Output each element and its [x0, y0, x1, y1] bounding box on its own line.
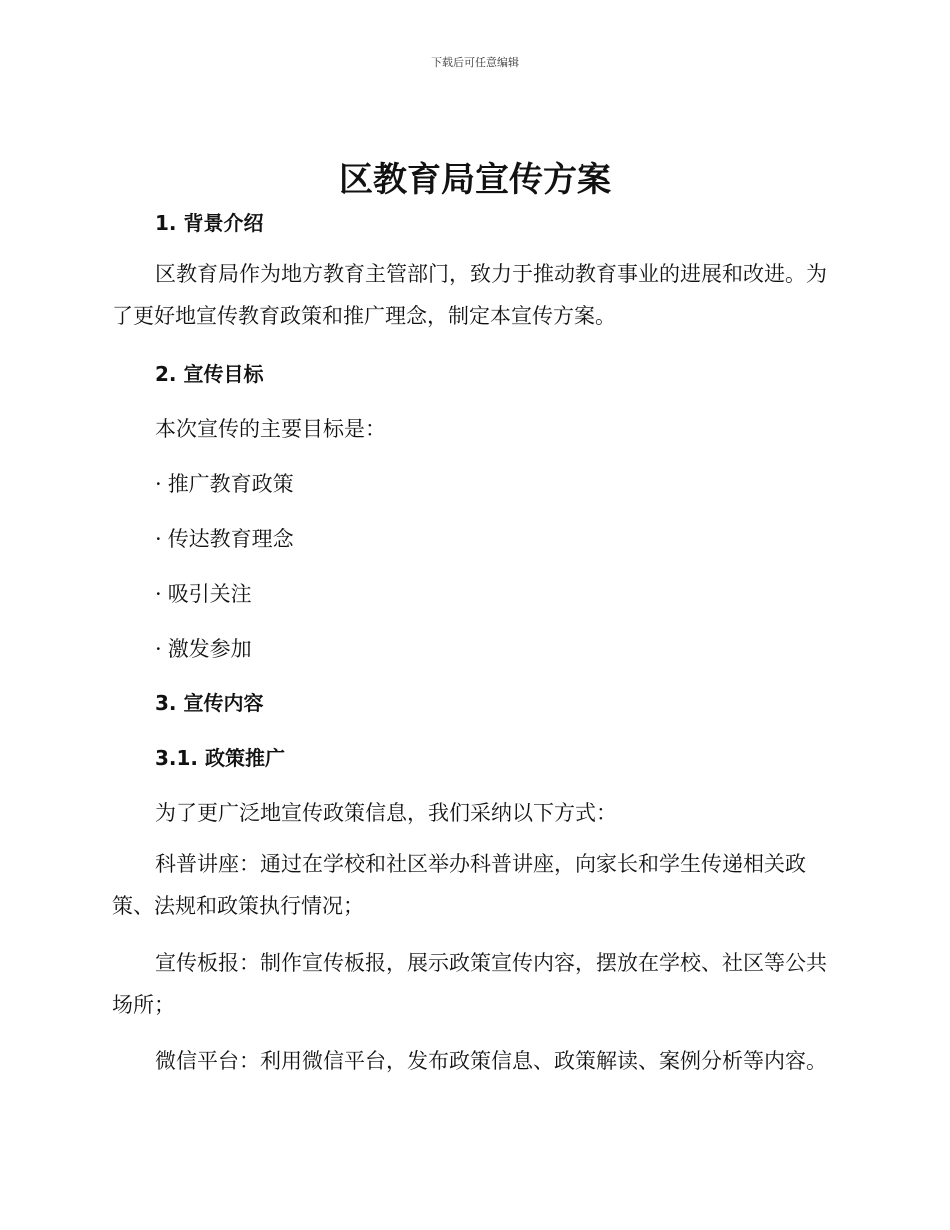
bullet-item	[155, 523, 294, 553]
paragraph-lectures: 科普讲座：通过在学校和社区举办科普讲座，向家长和学生传递相关政策、法规和政策执行情况；	[112, 852, 806, 918]
bullet-dot-icon: ·	[155, 527, 162, 551]
bullet-text: 传达教育理念	[167, 527, 294, 551]
bullet-item	[155, 468, 294, 498]
section-heading-goals: 2. 宣传目标	[155, 362, 264, 386]
page-header-note: 下载后可任意编辑	[431, 56, 519, 69]
policy-intro: 为了更广泛地宣传政策信息，我们采纳以下方式：	[155, 801, 617, 825]
paragraph-posters: 宣传板报：制作宣传板报，展示政策宣传内容，摆放在学校、社区等公共场所；	[112, 951, 827, 1017]
bullet-text: 推广教育政策	[167, 472, 294, 496]
bullet-item	[155, 633, 252, 663]
subsection-heading-policy: 3.1. 政策推广	[155, 746, 285, 770]
section-heading-background: 1. 背景介绍	[155, 211, 264, 235]
bullet-dot-icon: ·	[155, 472, 162, 496]
bullet-dot-icon: ·	[155, 637, 162, 661]
bullet-item	[155, 578, 252, 608]
bullet-text: 激发参加	[167, 637, 252, 661]
section-heading-content: 3. 宣传内容	[155, 691, 264, 715]
goals-intro: 本次宣传的主要目标是：	[155, 417, 386, 441]
paragraph-background: 区教育局作为地方教育主管部门，致力于推动教育事业的进展和改进。为了更好地宣传教育政策和推广理念，制定本宣传方案。	[112, 262, 827, 328]
bullet-text: 吸引关注	[167, 582, 252, 606]
bullet-dot-icon: ·	[155, 582, 162, 606]
document-title: 区教育局宣传方案	[339, 160, 611, 200]
paragraph-wechat: 微信平台：利用微信平台，发布政策信息、政策解读、案例分析等内容。	[155, 1049, 827, 1073]
